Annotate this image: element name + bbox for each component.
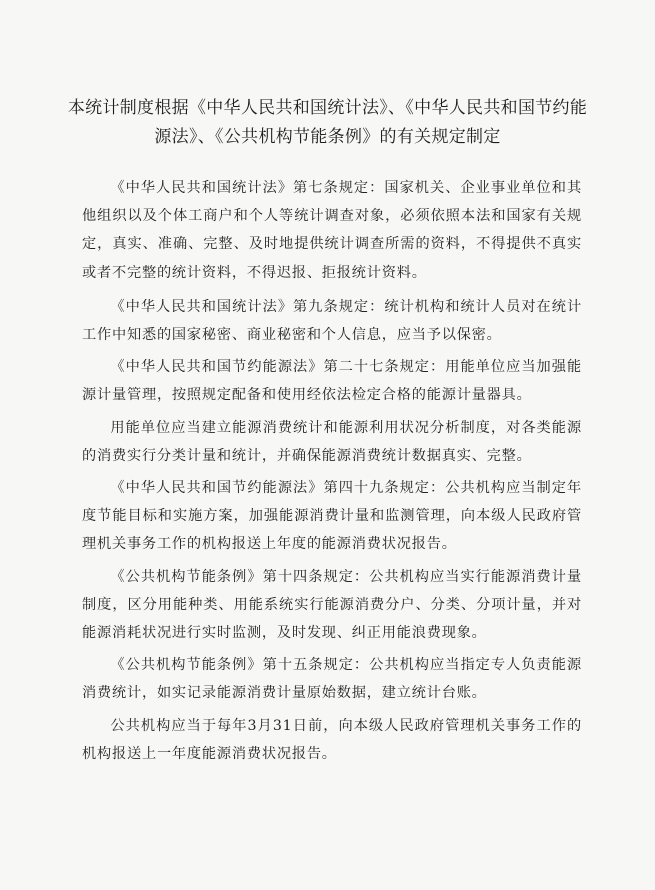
paragraph-energy-law-article-49: 《中华人民共和国节约能源法》第四十九条规定：公共机构应当制定年度节能目标和实施方案，加强能源消费计量和监测管理，向本级人民政府管理机关事务工作的机构报送上年度的能源消费状况报告。 [82,480,582,553]
paragraph-regulation-article-15: 《公共机构节能条例》第十五条规定：公共机构应当指定专人负责能源消费统计，如实记录能源消费计量原始数据，建立统计台账。 [82,657,582,702]
paragraph-energy-statistics-system: 用能单位应当建立能源消费统计和能源利用状况分析制度，对各类能源的消费实行分类计量和统计，并确保能源消费统计数据真实、完整。 [82,419,582,464]
paragraph-statistics-law-article-9: 《中华人民共和国统计法》第九条规定：统计机构和统计人员对在统计工作中知悉的国家秘密、商业秘密和个人信息，应当予以保密。 [82,298,582,344]
document-title: 本统计制度根据《中华人民共和国统计法》、《中华人民共和国节约能源法》、《公共机构节能条例》的有关规定制定 [67,98,588,147]
paragraph-energy-law-article-27: 《中华人民共和国节约能源法》第二十七条规定：用能单位应当加强能源计量管理，按照规定配备和使用经依法检定合格的能源计量器具。 [82,359,582,404]
paragraph-statistics-law-article-7: 《中华人民共和国统计法》第七条规定：国家机关、企业事业单位和其他组织以及个体工商户和个人等统计调查对象，必须依照本法和国家有关规定，真实、准确、完整、及时地提供统计调查所需的资料，不得提供不真实或者不完整的统计资料，不得迟报、拒报统计资料。 [82,180,582,281]
paragraph-annual-report-deadline: 公共机构应当于每年3月31日前，向本级人民政府管理机关事务工作的机构报送上一年度能源消费状况报告。 [82,717,582,762]
document-body [82,174,582,772]
paragraph-regulation-article-14: 《公共机构节能条例》第十四条规定：公共机构应当实行能源消费计量制度，区分用能种类、用能系统实行能源消费分户、分类、分项计量，并对能源消耗状况进行实时监测，及时发现、纠正用能浪费现象。 [82,568,582,642]
